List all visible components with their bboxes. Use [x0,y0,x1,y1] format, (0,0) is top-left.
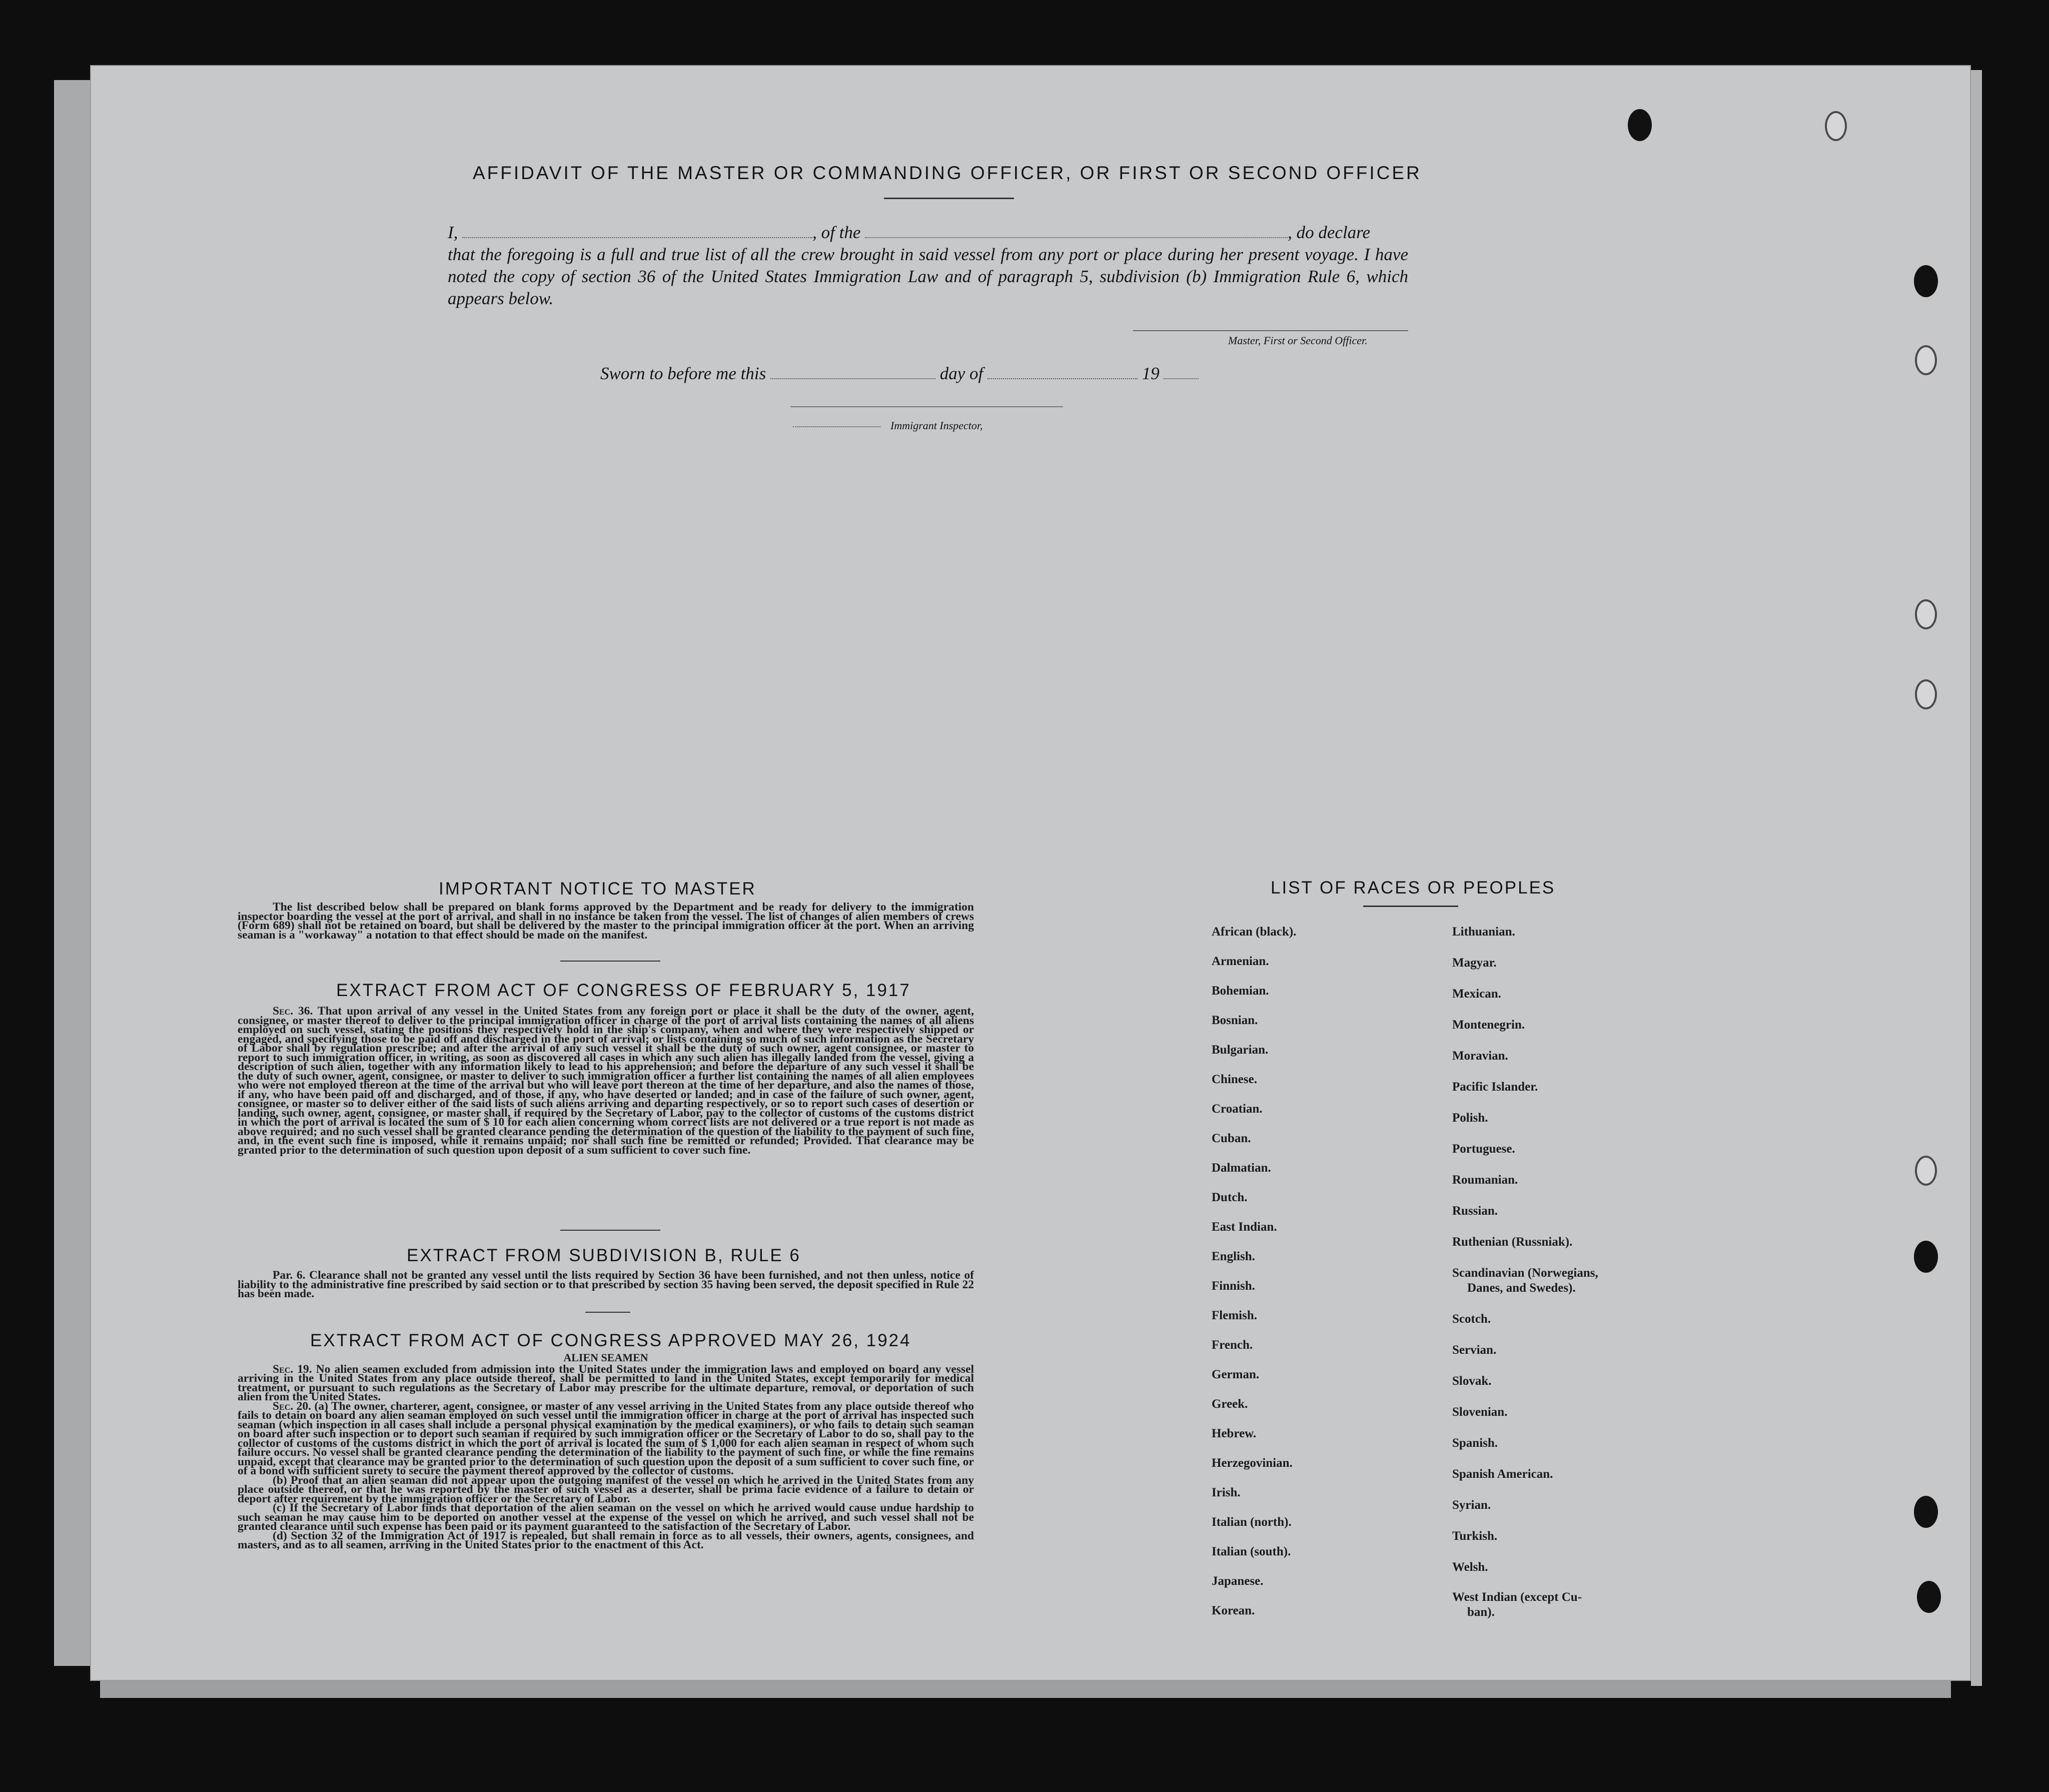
race-item: Montenegrin. [1452,1018,1525,1032]
race-item: Italian (south). [1212,1545,1291,1558]
race-item: East Indian. [1212,1220,1277,1234]
binder-hole-icon [1914,1496,1938,1528]
race-item: Spanish American. [1452,1467,1553,1481]
section-rule [585,1312,630,1313]
binder-hole-icon [1825,111,1847,141]
month-blank [987,365,1138,379]
race-item: Pacific Islander. [1452,1080,1538,1094]
left-page-edge [54,80,90,1666]
race-item: Roumanian. [1452,1173,1518,1187]
race-item: Slovenian. [1452,1405,1508,1419]
sworn-prefix: Sworn to before me this [600,364,766,383]
vessel-blank [865,224,1288,238]
sec-36-text: That upon arrival of any vessel in the United States from any foreign port or place it shall be the duty of the owner, agent, consignee, or master thereof to deliver to the principal immigration officer in charge of the port of arrival lists containing the names of all aliens employed on such vessel, stating the positions they respectively hold in the ship's company, when and where they were respectively shipped or engaged, and specifying those to be paid off and discharged in the port of arrival; or lists containing so much of such information as the Secretary of Labor shall by regulation prescribe; and after the arrival of any such vessel it shall be the duty of such owner, agent consignee, or master to report to such immigration officer, in writing, as soon as discovered all cases in which any such alien has illegally landed from the vessel, giving a description of such alien, together with any information likely to lead to his apprehension; and before the departure of any such vessel it shall be the duty of such owner, agent, consignee, or master to deliver to such immigration officer a further list containing the names of all alien employees who were not employed thereon at the time of the arrival but who will leave port thereon at the time of her departure, and also the names of those, if any, who have been paid off and discharged, and of those, if any, who have deserted or landed; and in case of the failure of such owner, agent, consignee, or master so to deliver either of the said lists of such aliens arriving and departing respectively, or so to report such cases of desertion or landing, such owner, agent, consignee, or master shall, if required by the Secretary of Labor, pay to the collector of customs of the customs district in which the port of arrival is located the sum of $ 10 for each alien concerning whom correct lists are not delivered or a true report is not made as above required; and no such vessel shall be granted clearance pending the determination of the question of the liability to the payment of such fine, and, in the event such fine is imposed, while it remains unpaid; nor shall such fine be remitted or refunded; Provided. That clearance may be granted prior to the determination of such question upon deposit of a sum sufficient to cover such fine. [238,1005,974,1157]
race-item: Bosnian. [1212,1014,1258,1027]
binder-hole-icon [1915,1156,1937,1186]
sec-20a-paragraph [238,1399,974,1477]
race-item: Cuban. [1212,1132,1251,1145]
section-rule [560,961,660,962]
notice-body [238,903,974,940]
bottom-page-edge [100,1681,1951,1698]
race-item: Hebrew. [1212,1427,1257,1440]
race-item: West Indian (except Cu- [1452,1590,1582,1604]
race-item: Dutch. [1212,1191,1248,1204]
extract-1917-heading: EXTRACT FROM ACT OF CONGRESS OF FEBRUARY 5, 1917 [336,981,911,1000]
race-item: Magyar. [1452,956,1497,970]
affidavit-heading: AFFIDAVIT OF THE MASTER OR COMMANDING OFFICER, OR FIRST OR SECOND OFFICER [473,163,1422,183]
race-item: ban). [1467,1605,1495,1619]
binder-hole-icon [1917,1581,1941,1613]
rule6-paragraph: Par. 6. Clearance shall not be granted any vessel until the lists required by Section 36 have been furnished, and not then unless, notice of liability to the administrative fine prescribed by said section or to that prescribed by section 35 having been served, the deposit specified in Rule 22 has been made. [238,1269,974,1300]
sec-19-text: No alien seamen excluded from admission into the United States under the immigration laws and employed on board any vessel arriving in the United States from any place outside thereof, shall be permitted to land in the United States, except temporarily for medical treatment, or pursuant to such regulations as the Secretary of Labor may prescribe for the ultimate departure, removal, or deportation of such alien from the United States. [238,1362,974,1403]
sworn-line [600,364,1199,384]
race-item: Turkish. [1452,1529,1498,1543]
race-item: Ruthenian (Russniak). [1452,1235,1573,1249]
of-the-label: , of the [812,223,861,242]
inspector-line [793,419,983,432]
race-item: Servian. [1452,1343,1497,1357]
affidavit-body: that the foregoing is a full and true list of all the crew brought in said vessel from any port or place during her present voyage. I have noted the copy of section 36 of the United States Immigration Law and of paragraph 5, subdivision (b) Immigration Rule 6, which appears below. [448,245,1408,308]
race-item: Korean. [1212,1604,1255,1617]
sworn-day-of: day of [939,364,983,383]
race-item: Flemish. [1212,1309,1257,1322]
race-item: French. [1212,1338,1253,1352]
alien-seamen-subheading: ALIEN SEAMEN [563,1351,648,1364]
sworn-year: 19 [1142,364,1160,383]
affidavit-declaration [448,222,1408,310]
binder-hole-icon [1914,1241,1938,1273]
do-declare-label: , do declare [1288,223,1371,242]
race-item: African (black). [1212,925,1297,939]
sec-20a-text: (a) The owner, charterer, agent, consignee, or master of any vessel arriving in the United States from any place outside thereof who fails to detain on board any alien seaman employed on such vessel until the immigration officer in charge at the port of arrival has inspected such seaman (which inspection in all cases shall include a personal physical examination by the medical examiners), or who fails to detain such seaman on board after such inspection or to deport such seaman if required by such immigration officer or the Secretary of Labor to do so, shall pay to the collector of customs of the customs district in which the port of arrival is located the sum of $ 1,000 for each alien seaman in respect of whom such failure occurs. No vessel shall be granted clearance pending the determination of the liability to the payment of such fine, or while the fine remains unpaid, except that clearance may be granted prior to the determination of such question upon the deposit of a sum sufficient to cover such fine, or of a bond with sufficient surety to secure the payment thereof approved by the collector of customs. [238,1399,974,1477]
inspector-signature-line [790,406,1063,407]
races-heading-rule [1363,906,1458,907]
binder-hole-icon [1628,109,1652,141]
race-item: Dalmatian. [1212,1161,1271,1175]
extract-1924-heading: EXTRACT FROM ACT OF CONGRESS APPROVED MAY 26, 1924 [310,1331,911,1350]
notice-heading: IMPORTANT NOTICE TO MASTER [439,879,756,899]
signature-line [1133,330,1408,331]
race-item: Herzegovinian. [1212,1456,1293,1470]
affidavit-i-label: I, [448,223,458,242]
sec-19-label: Sec. 19. [273,1362,312,1376]
race-item: Mexican. [1452,987,1501,1001]
year-blank [1164,365,1199,379]
inspector-label: Immigrant Inspector, [890,419,983,432]
race-item: Japanese. [1212,1574,1264,1588]
day-blank [770,365,935,379]
race-item: German. [1212,1368,1260,1381]
sec-19-paragraph [238,1362,974,1403]
race-item: Irish. [1212,1486,1241,1499]
race-item: Croatian. [1212,1102,1263,1116]
notice-paragraph: The list described below shall be prepared on blank forms approved by the Department and be ready for delivery to the immigration inspector boarding the vessel at the port of arrival, and shall in no instance be taken from the vessel. The list of changes of alien members of crews (Form 689) shall not be retained on board, but shall be delivered by the master to the principal immigration officer at the port. When an arriving seaman is a "workaway" a notation to that effect should be made on the manifest. [238,901,974,942]
binder-hole-icon [1915,679,1937,709]
binder-hole-icon [1915,599,1937,629]
race-item: Polish. [1452,1111,1488,1125]
section-rule [560,1230,660,1231]
sec-36-label: Sec. 36. [273,1005,313,1018]
race-item: Moravian. [1452,1049,1508,1063]
extract-1917-paragraph [238,1007,974,1155]
signature-label: Master, First or Second Officer. [1228,334,1368,347]
extract-1924-body [238,1353,974,1550]
sec-20b-paragraph: (b) Proof that an alien seaman did not appear upon the outgoing manifest of the vessel on which he arrived in the United States from any place outside thereof, or that he was reported by the master of such vessel as a deserter, shall be prima facie evidence of a failure to detain or deport after requirement by the immigration officer or the Secretary of Labor. [238,1473,974,1505]
extract-1917-body [238,1007,974,1155]
race-item: Italian (north). [1212,1515,1292,1529]
sec-20-label: Sec. 20. [273,1399,312,1413]
race-item: Syrian. [1452,1498,1491,1512]
binder-hole-icon [1915,345,1937,375]
sec-20d-paragraph: (d) Section 32 of the Immigration Act of 1917 is repealed, but shall remain in force as to all vessels, their owners, agents, consignees, and masters, and as to all seamen, arriving in the United States prior to the enactment of this Act. [238,1529,974,1551]
race-item: Finnish. [1212,1279,1255,1293]
name-blank [462,224,812,238]
race-item: Slovak. [1452,1374,1492,1388]
extract-rule6-body [238,1271,974,1299]
race-item: Armenian. [1212,955,1269,968]
race-item: Chinese. [1212,1073,1257,1086]
inspector-blank [793,426,880,427]
race-item: Scandinavian (Norwegians, [1452,1266,1598,1280]
heading-rule [884,198,1014,199]
race-item: English. [1212,1250,1255,1263]
race-item: Danes, and Swedes). [1467,1281,1576,1295]
race-item: Greek. [1212,1397,1248,1411]
race-item: Lithuanian. [1452,925,1515,939]
race-item: Russian. [1452,1204,1498,1218]
race-item: Welsh. [1452,1560,1488,1574]
races-heading: LIST OF RACES OR PEOPLES [1271,878,1556,898]
race-item: Bulgarian. [1212,1043,1269,1057]
sec-20c-paragraph: (c) If the Secretary of Labor finds that deportation of the alien seaman on the vessel on which he arrived would cause undue hardship to such seaman he may cause him to be deported on another vessel at the expense of the vessel on which he arrived, and such vessel shall not be granted clearance until such expense has been paid or its payment guaranteed to the satisfaction of the Secretary of Labor. [238,1501,974,1533]
race-item: Spanish. [1452,1436,1498,1450]
race-item: Bohemian. [1212,984,1269,998]
race-item: Scotch. [1452,1312,1491,1326]
extract-rule6-heading: EXTRACT FROM SUBDIVISION B, RULE 6 [407,1246,801,1265]
right-page-edge [1971,70,1982,1686]
race-item: Portuguese. [1452,1142,1515,1156]
binder-hole-icon [1914,265,1938,297]
